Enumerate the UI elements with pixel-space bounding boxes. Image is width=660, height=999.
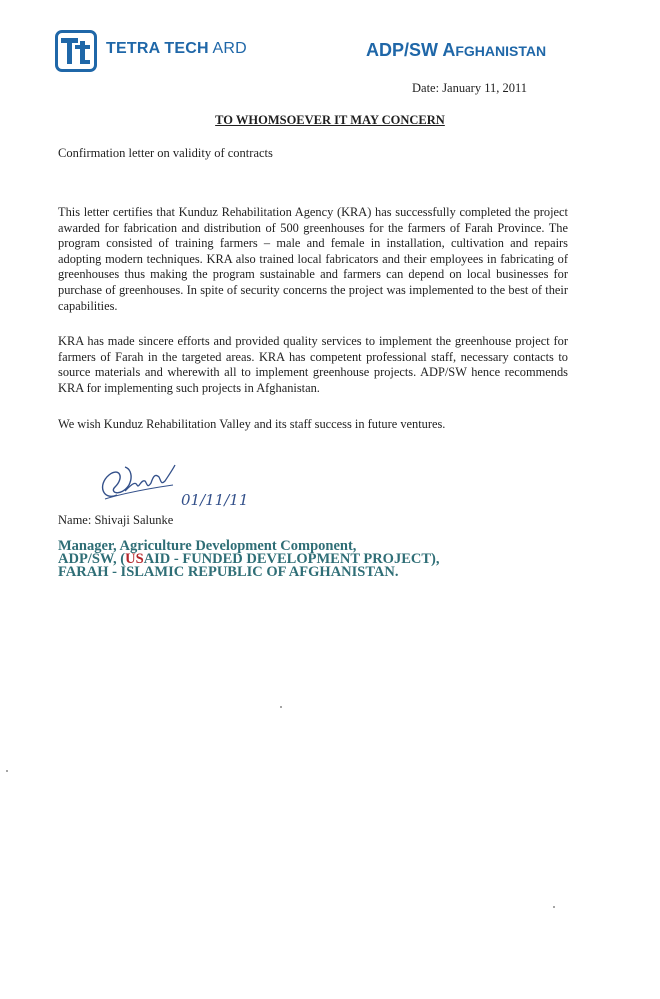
program-rest: FGHANISTAN [455,43,547,59]
scan-speck [6,770,8,772]
program-initial: A [442,40,456,60]
tt-logo-icon [58,33,94,69]
org-name-bold: TETRA TECH [106,40,209,57]
tetra-tech-logo [55,30,97,72]
org-name-light: ARD [212,40,247,57]
title-line-2-start: ADP/SW, ( [58,551,126,567]
letter-date: Date: January 11, 2011 [412,81,528,95]
org-name [106,40,247,58]
body-paragraph-3: We wish Kunduz Rehabilitation Valley and its staff success in future ventures. [58,417,446,431]
program-prefix: ADP/SW [366,40,438,60]
signatory-title [58,540,439,579]
scan-speck [553,906,555,908]
program-name [366,40,546,61]
subject-line: Confirmation letter on validity of contracts [58,146,273,160]
title-line-1: Manager, Agriculture Development Component, [58,538,357,554]
body-paragraph-1: This letter certifies that Kunduz Rehabilitation Agency (KRA) has successfully completed the project awarded for fabrication and distribution of 500 greenhouses for the farmers of Farah Province. The program consisted of training farmers – male and female in installation, cultivation and repairs adopting modern techniques. KRA also trained local fabricators and their employees in fabricating of greenhouses thus making the program sustainable and farmers can depend on local businesses for purchase of greenhouses. In spite of security concerns the project was implemented to the best of their capabilities. [58,205,568,313]
salutation-heading: TO WHOMSOEVER IT MAY CONCERN [215,113,445,127]
title-line-2-end: AID - FUNDED DEVELOPMENT PROJECT), [143,551,440,567]
usaid-us: US [125,551,144,567]
signatory-name: Name: Shivaji Salunke [58,513,174,527]
body-paragraph-2: KRA has made sincere efforts and provided quality services to implement the greenhouse project for farmers of Farah in the targeted areas. KRA has competent professional staff, necessary contacts to source materials and wherewith all to implement greenhouse projects. ADP/SW hence recommends KRA for implementing such projects in Afghanistan. [58,334,568,395]
title-line-3: FARAH - ISLAMIC REPUBLIC OF AFGHANISTAN. [58,564,399,580]
handwritten-signature [95,455,249,515]
scan-speck [280,706,282,708]
signature-date: 01/11/11 [181,491,249,509]
